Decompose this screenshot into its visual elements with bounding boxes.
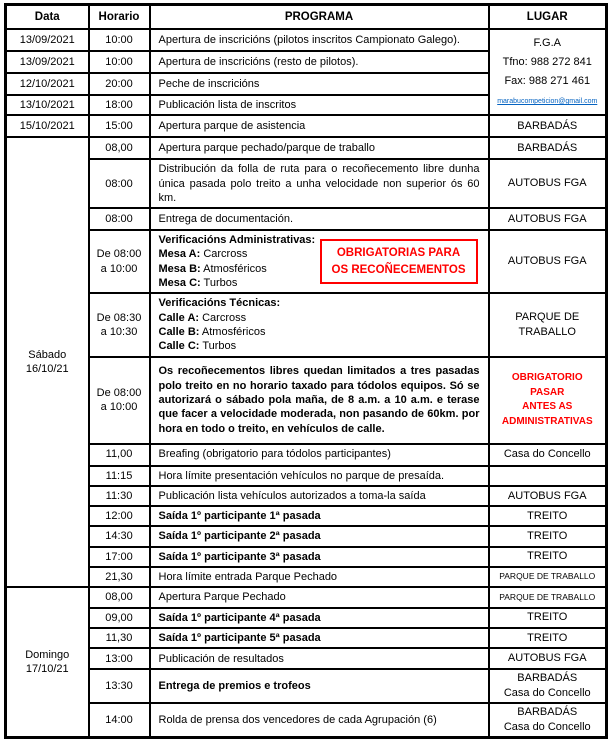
time-cell: 08:00 (89, 208, 150, 230)
time-cell: 13:30 (89, 669, 150, 703)
table-row (6, 208, 607, 230)
table-row (6, 669, 607, 703)
table-row (6, 486, 607, 506)
lugar-cell: PARQUE DE TRABALLO (489, 567, 607, 587)
time-cell: 12:00 (89, 506, 150, 526)
time-cell: 10:00 (89, 29, 150, 51)
program-cell: Saída 1º participante 4ª pasada (150, 608, 489, 628)
mandatory-note-box: OBRIGATORIAS PARA OS RECOÑECEMENTOS (320, 239, 478, 284)
time-cell: 14:00 (89, 703, 150, 737)
program-cell: Apertura parque pechado/parque de traballo (150, 137, 489, 159)
lugar-cell (489, 466, 607, 486)
table-row (6, 703, 607, 737)
program-cell: Distribución da folla de ruta para o recoñecemento libre dunha única pasada polo treito a unha velocidade non superior ós 60 km. (150, 159, 489, 208)
lugar-cell: BARBADÁS Casa do Concello (489, 703, 607, 737)
program-lines: Verificacións Administrativas: Mesa A: Carcross Mesa B: Atmosféricos Mesa C: Turbos (158, 234, 316, 290)
table-row (6, 357, 607, 444)
program-cell: Saída 1º participante 1ª pasada (150, 506, 489, 526)
program-cell: Breafing (obrigatorio para tódolos participantes) (150, 444, 489, 466)
table-row (6, 587, 607, 607)
header-horario: Horario (89, 5, 150, 30)
program-cell: Peche de inscricións (150, 73, 489, 95)
table-row (6, 29, 607, 51)
header-lugar: LUGAR (489, 5, 607, 30)
lugar-cell: AUTOBUS FGA (489, 208, 607, 230)
lugar-cell: PARQUE DE TRABALLO (489, 587, 607, 607)
time-cell: 08,00 (89, 587, 150, 607)
lugar-cell: OBRIGATORIO PASAR ANTES AS ADMINISTRATIVAS (489, 357, 607, 444)
lugar-cell: TREITO (489, 526, 607, 546)
table-row (6, 159, 607, 208)
time-cell: 17:00 (89, 547, 150, 567)
lugar-cell: PARQUE DE TRABALLO (489, 293, 607, 356)
program-cell: Publicación lista vehículos autorizados a toma-la saída (150, 486, 489, 506)
table-row (6, 230, 607, 293)
table-row (6, 115, 607, 137)
time-cell: De 08:00 a 10:00 (89, 230, 150, 293)
lugar-cell: AUTOBUS FGA (489, 486, 607, 506)
program-cell: Rolda de prensa dos vencedores de cada Agrupación (6) (150, 703, 489, 737)
date-cell: 12/10/2021 (6, 73, 89, 95)
lugar-cell: TREITO (489, 506, 607, 526)
schedule-table-body (6, 29, 607, 737)
lugar-cell: BARBADÁS (489, 137, 607, 159)
lugar-cell: AUTOBUS FGA (489, 648, 607, 669)
date-cell: 13/09/2021 (6, 29, 89, 51)
lugar-cell: AUTOBUS FGA (489, 159, 607, 208)
date-cell: Domingo 17/10/21 (6, 587, 89, 737)
program-cell: Apertura de inscricións (pilotos inscritos Campionato Galego). (150, 29, 489, 51)
table-row (6, 547, 607, 567)
table-row (6, 526, 607, 546)
time-cell: 21,30 (89, 567, 150, 587)
lugar-cell: BARBADÁS (489, 115, 607, 137)
lugar-cell: Casa do Concello (489, 444, 607, 466)
time-cell: 09,00 (89, 608, 150, 628)
program-cell: Apertura parque de asistencia (150, 115, 489, 137)
table-row (6, 137, 607, 159)
time-cell: 08,00 (89, 137, 150, 159)
time-cell: De 08:30 a 10:30 (89, 293, 150, 356)
program-cell: Entrega de premios e trofeos (150, 669, 489, 703)
program-cell: Apertura de inscricións (resto de pilotos). (150, 51, 489, 73)
date-cell: 13/10/2021 (6, 95, 89, 115)
time-cell: 20:00 (89, 73, 150, 95)
program-cell: Hora límite presentación vehículos no parque de presaída. (150, 466, 489, 486)
header-row (6, 5, 607, 30)
table-row (6, 466, 607, 486)
lugar-cell: TREITO (489, 628, 607, 648)
program-cell: Publicación lista de inscritos (150, 95, 489, 115)
lugar-cell: TREITO (489, 547, 607, 567)
program-cell: Verificacións Técnicas: Calle A: Carcross Calle B: Atmosféricos Calle C: Turbos (150, 293, 489, 356)
time-cell: 11:30 (89, 486, 150, 506)
table-row (6, 444, 607, 466)
schedule-table (4, 3, 608, 739)
time-cell: 11:15 (89, 466, 150, 486)
lugar-cell: AUTOBUS FGA (489, 230, 607, 293)
program-cell: Apertura Parque Pechado (150, 587, 489, 607)
date-cell: Sábado 16/10/21 (6, 137, 89, 587)
table-row (6, 628, 607, 648)
table-row (6, 567, 607, 587)
lugar-cell: TREITO (489, 608, 607, 628)
time-cell: 11,00 (89, 444, 150, 466)
table-row (6, 506, 607, 526)
time-cell: 18:00 (89, 95, 150, 115)
time-cell: 10:00 (89, 51, 150, 73)
date-cell: 15/10/2021 (6, 115, 89, 137)
table-row (6, 293, 607, 356)
program-cell: Os recoñecementos libres quedan limitados a tres pasadas polo treito en no horario taxado para tódolos equipos. Só se autorizará o sábado pola maña, de 8 a.m. a 10 a.m. e terase que facer a velocidade moderada, non pasando de 60km. por hora en todo o treito, en vehículos de calle. (150, 357, 489, 444)
lugar-cell: BARBADÁS Casa do Concello (489, 669, 607, 703)
program-cell: Entrega de documentación. (150, 208, 489, 230)
program-cell: Publicación de resultados (150, 648, 489, 669)
program-cell: Saída 1º participante 3ª pasada (150, 547, 489, 567)
program-cell: Saída 1º participante 2ª pasada (150, 526, 489, 546)
email-link[interactable]: marabucompeticion@gmail.com (497, 97, 598, 105)
program-cell: Saída 1º participante 5ª pasada (150, 628, 489, 648)
time-cell: De 08:00 a 10:00 (89, 357, 150, 444)
table-row (6, 648, 607, 669)
header-data: Data (6, 5, 89, 30)
program-cell: Hora límite entrada Parque Pechado (150, 567, 489, 587)
time-cell: 08:00 (89, 159, 150, 208)
date-cell: 13/09/2021 (6, 51, 89, 73)
program-cell (150, 230, 489, 293)
table-row (6, 608, 607, 628)
lugar-cell: F.G.A Tfno: 988 272 841 Fax: 988 271 461 marabucompeticion@gmail.com (489, 29, 607, 115)
time-cell: 14:30 (89, 526, 150, 546)
time-cell: 13:00 (89, 648, 150, 669)
header-programa: PROGRAMA (150, 5, 489, 30)
time-cell: 15:00 (89, 115, 150, 137)
time-cell: 11,30 (89, 628, 150, 648)
